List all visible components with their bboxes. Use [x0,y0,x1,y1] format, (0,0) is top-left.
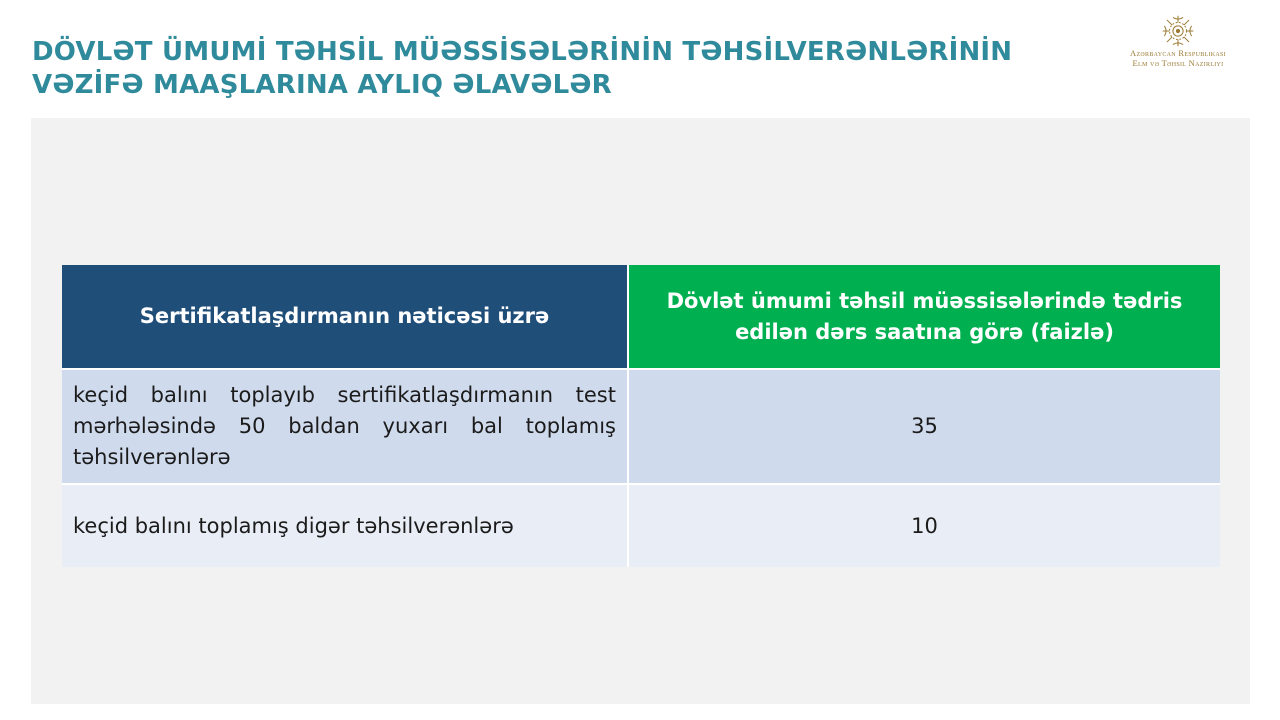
row-value: 10 [628,484,1220,567]
table-row [62,484,1220,567]
header-percentage-of-teaching-hours: Dövlət ümumi təhsil müəssisələrində tədris edilən dərs saatına görə (faizlə) [628,265,1220,369]
table-row [62,369,1220,484]
slide-title [32,36,1082,102]
row-value: 35 [628,369,1220,484]
table-header-row [62,265,1220,369]
header-certification-result: Sertifikatlaşdırmanın nəticəsi üzrə [62,265,628,369]
slide-title-line-1: DÖVLƏT ÜMUMİ TƏHSİL MÜƏSSİSƏLƏRİNİN TƏHSİLVERƏNLƏRİNİN [32,37,1013,67]
logo-text-line-2: Elm və Təhsil Nazirliyi [1132,58,1224,68]
logo-text-line-1: Azərbaycan Respublikası [1130,48,1226,58]
ministry-logo [1108,14,1248,68]
slide-title-line-2: VƏZİFƏ MAAŞLARINA AYLIQ ƏLAVƏLƏR [32,70,612,100]
salary-supplement-table [62,265,1220,567]
row-label: keçid balını toplayıb sertifikatlaşdırmanın test mərhələsində 50 baldan yuxarı bal toplamış təhsilverənlərə [62,369,628,484]
ornamental-emblem-icon [1161,14,1195,48]
row-label: keçid balını toplamış digər təhsilverənlərə [62,484,628,567]
